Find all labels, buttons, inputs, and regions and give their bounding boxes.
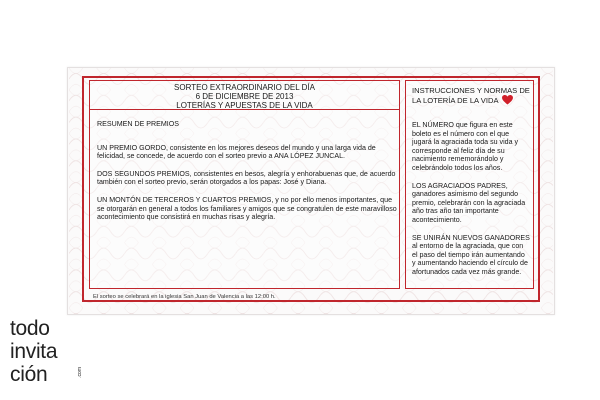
number-rule-text: EL NÚMERO que figura en este boleto es el número con el que jugará la agraciada toda su vida y corresponde al feliz día de su nacimiento rememorándolo y celebrándolo todos los años. — [412, 121, 519, 172]
logo-suffix: .com — [77, 367, 83, 378]
first-prize-text: UN PREMIO GORDO, consistente en los mejores deseos del mundo y una larga vida de felicidad, se concede, de acuerdo con el sorteo previo a ANA LÓPEZ JUNCAL. — [97, 143, 376, 161]
prizes-panel — [89, 80, 400, 289]
header-line-3: LOTERÍAS Y APUESTAS DE LA VIDA — [176, 101, 313, 110]
instructions-title — [412, 86, 530, 105]
instructions-panel — [405, 80, 534, 289]
second-prize-text: DOS SEGUNDOS PREMIOS, consistentes en besos, alegría y enhorabuenas que, de acuerdo también con el sorteo previo, serán otorgados a los papas: José y Diana. — [97, 169, 396, 187]
prizes-heading: RESUMEN DE PREMIOS — [97, 120, 179, 128]
instructions-title-text: INSTRUCCIONES Y NORMAS DE LA LOTERÍA DE LA VIDA — [412, 86, 530, 105]
other-prizes-text: UN MONTÓN DE TERCEROS Y CUARTOS PREMIOS, y no por ello menos importantes, que se otorgarán en general a todos los familiares y amigos que se congratulen de este maravilloso acontecimiento que consistirá en muchas risas y alegría. — [97, 195, 397, 222]
instructions-body — [412, 121, 530, 286]
header-line-2: 6 DE DICIEMBRE DE 2013 — [195, 92, 294, 101]
lottery-ticket-card — [67, 67, 555, 315]
prizes-body — [97, 120, 397, 231]
logo-line-3: ción — [10, 363, 48, 386]
heart-icon — [502, 95, 513, 105]
todoinvitacion-logo — [10, 318, 90, 398]
logo-line-1: todo — [10, 317, 50, 340]
footer-note: El sorteo se celebrará en la iglesia San Juan de Valencia a las 12:00 h. — [93, 294, 276, 300]
draw-header — [90, 81, 399, 110]
header-line-1: SORTEO EXTRAORDINARIO DEL DÍA — [174, 83, 315, 92]
logo-line-2: invita — [10, 340, 58, 363]
new-winners-text: SE UNIRÁN NUEVOS GANADORES al entorno de la agraciada, que con el paso del tiempo irán aumentando y aumentando haciendo el círculo de afortunados cada vez más grande. — [412, 233, 530, 276]
parents-rule-text: LOS AGRACIADOS PADRES, ganadores asimismo del segundo premio, celebrarán con la agraciada año tras año tan importante acontecimiento. — [412, 181, 526, 224]
